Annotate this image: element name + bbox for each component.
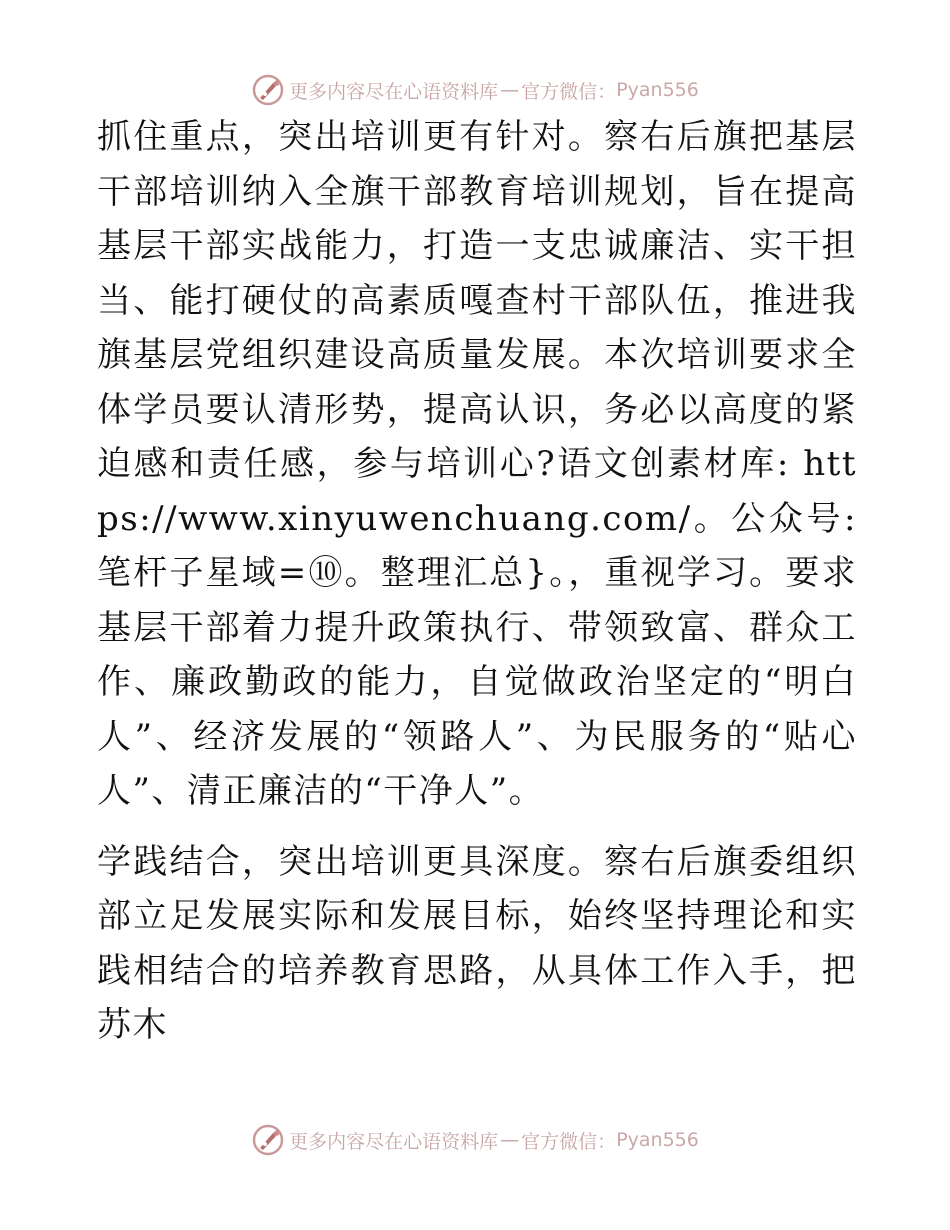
footer-watermark bbox=[0, 1120, 950, 1160]
watermark-id: Pyan556 bbox=[616, 79, 699, 101]
watermark-text: 更多内容尽在心语资料库 bbox=[289, 1130, 499, 1153]
watermark-label: 官方微信： bbox=[521, 1130, 617, 1153]
pen-nib-logo-icon bbox=[251, 73, 285, 107]
watermark-text: 更多内容尽在心语资料库 bbox=[289, 80, 499, 103]
paragraph-1: 抓住重点，突出培训更有针对。察右后旗把基层干部培训纳入全旗干部教育培训规划，旨在提高基层干部实战能力，打造一支忠诚廉洁、实干担当、能打硬仗的高素质嘎查村干部队伍，推进我旗基层党组织建设高质量发展。本次培训要求全体学员要认清形势，提高认识，务必以高度的紧迫感和责任感，参与培训心?语文创素材库: https://www.xinyuwenchuang.com/。公众号: 笔杆子星域=⑩。整理汇总}。，重视学习。要求基层干部着力提升政策执行、带领致富、群众工作、廉政勤政的能力，自觉做政治坚定的“明白人”、经济发展的“领路人”、为民服务的“贴心人”、清正廉洁的“干净人”。 bbox=[97, 117, 857, 811]
watermark-separator: — bbox=[500, 1129, 520, 1151]
paragraph-2: 学践结合，突出培训更具深度。察右后旗委组织部立足发展实际和发展目标，始终坚持理论和实践相结合的培养教育思路，从具体工作入手，把苏木 bbox=[97, 841, 857, 1045]
pen-nib-logo-icon bbox=[251, 1123, 285, 1157]
document-body bbox=[97, 110, 857, 1053]
watermark-id: Pyan556 bbox=[616, 1129, 699, 1151]
watermark-label: 官方微信： bbox=[521, 80, 617, 103]
header-watermark bbox=[0, 70, 950, 110]
watermark-separator: — bbox=[500, 79, 520, 101]
